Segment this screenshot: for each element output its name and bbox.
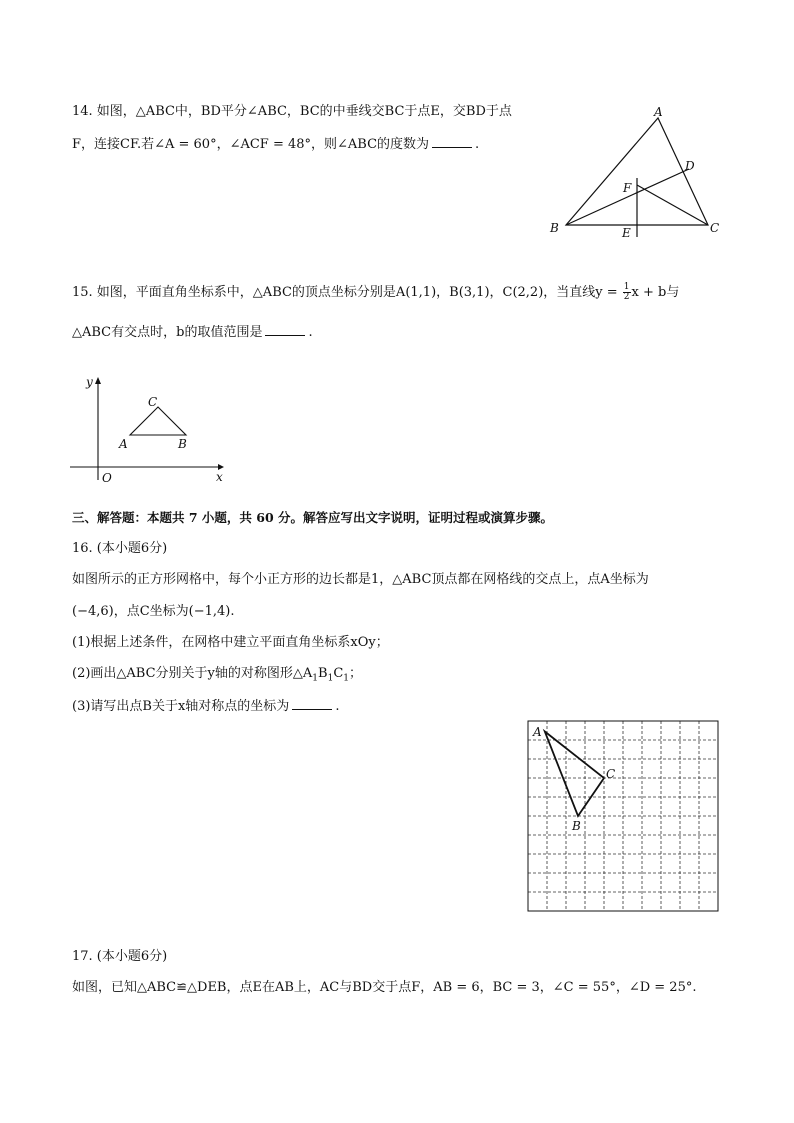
q16-item2-sub3: 1 xyxy=(343,673,349,684)
q17-text-line1: 如图，已知△ABC≌△DEB，点E在AB上，AC与BD交于点F，AB = 6，BC = 3，∠C = 55°，∠D = 25°. xyxy=(72,980,697,995)
q14-segment-bd xyxy=(566,169,689,225)
q16-item2-text-d: ； xyxy=(349,666,363,681)
q16-item2-sub1: 1 xyxy=(312,673,319,684)
q15-fraction-denominator: 2 xyxy=(623,292,630,302)
q14-text-line1: 14. 如图，△ABC中，BD平分∠ABC，BC的中垂线交BC于点E，交BD于点 xyxy=(72,104,512,119)
q14-label-e: E xyxy=(622,226,631,240)
q16-label-c: C xyxy=(606,767,616,781)
q16-grid-figure xyxy=(520,714,725,918)
q14-label-c: C xyxy=(710,221,720,235)
q14-label-a: A xyxy=(654,105,663,119)
q16-item2-sub2: 1 xyxy=(327,673,334,684)
q16-item3 xyxy=(72,697,339,716)
q15-text-line1 xyxy=(72,283,679,302)
q16-triangle-abc xyxy=(545,732,604,817)
q16-item2 xyxy=(72,665,362,688)
q15-text-line2 xyxy=(72,323,313,342)
section-3-heading: 三、解答题：本题共 7 小题，共 60 分。解答应写出文字说明，证明过程或演算步骤。 xyxy=(72,510,554,525)
q15-coordinate-figure xyxy=(66,370,231,490)
q15-text-line2b: . xyxy=(308,325,313,340)
q14-label-d: D xyxy=(685,159,695,173)
q15-label-b: B xyxy=(178,437,187,451)
q15-label-x: x xyxy=(216,470,223,484)
q14-answer-blank xyxy=(432,135,472,148)
q16-label-b: B xyxy=(572,819,581,833)
q14-text-line2b: . xyxy=(475,137,480,152)
q17-header: 17. (本小题6分) xyxy=(72,949,168,964)
q15-fraction xyxy=(623,283,631,302)
q15-label-a: A xyxy=(119,437,128,451)
q16-grid-lines xyxy=(528,721,718,911)
q15-answer-blank xyxy=(265,323,305,336)
q15-text-line2a: △ABC有交点时，b的取值范围是 xyxy=(72,325,263,340)
q16-answer-blank xyxy=(292,697,332,710)
q16-text-line1: 如图所示的正方形网格中，每个小正方形的边长都是1，△ABC顶点都在网格线的交点上，点A坐标为 xyxy=(72,572,649,587)
q16-item3-text-a: (3)请写出点B关于x轴对称点的坐标为 xyxy=(72,699,290,714)
q16-text-line2: (−4,6)，点C坐标为(−1,4). xyxy=(72,604,235,619)
q14-segment-cf xyxy=(637,185,708,225)
q15-triangle-abc xyxy=(130,407,186,435)
q16-item1: (1)根据上述条件，在网格中建立平面直角坐标系xOy； xyxy=(72,635,389,650)
q15-label-y: y xyxy=(86,375,93,389)
q14-label-b: B xyxy=(550,221,559,235)
q15-label-o: O xyxy=(102,471,112,485)
q16-item2-text-b: B xyxy=(318,666,328,681)
q15-y-arrow xyxy=(95,377,101,384)
q15-fraction-numerator: 1 xyxy=(623,282,630,292)
q16-item2-text-c: C xyxy=(333,666,344,681)
q16-header: 16. (本小题6分) xyxy=(72,541,168,556)
q16-item3-text-b: . xyxy=(335,699,340,714)
q16-label-a: A xyxy=(533,725,542,739)
q15-text-line1b: x + b与 xyxy=(631,285,680,300)
q14-triangle-figure xyxy=(540,100,730,245)
q15-text-line1a: 15. 如图，平面直角坐标系中，△ABC的顶点坐标分别是A(1,1)，B(3,1)，C(2,2)，当直线y = xyxy=(72,285,618,300)
q16-item2-text-a: (2)画出△ABC分别关于y轴的对称图形△A xyxy=(72,666,313,681)
q14-text-line2a: F，连接CF.若∠A = 60°，∠ACF = 48°，则∠ABC的度数为 xyxy=(72,137,430,152)
q14-label-f: F xyxy=(623,181,632,195)
q15-label-c: C xyxy=(148,395,158,409)
q14-text-line2 xyxy=(72,135,479,154)
